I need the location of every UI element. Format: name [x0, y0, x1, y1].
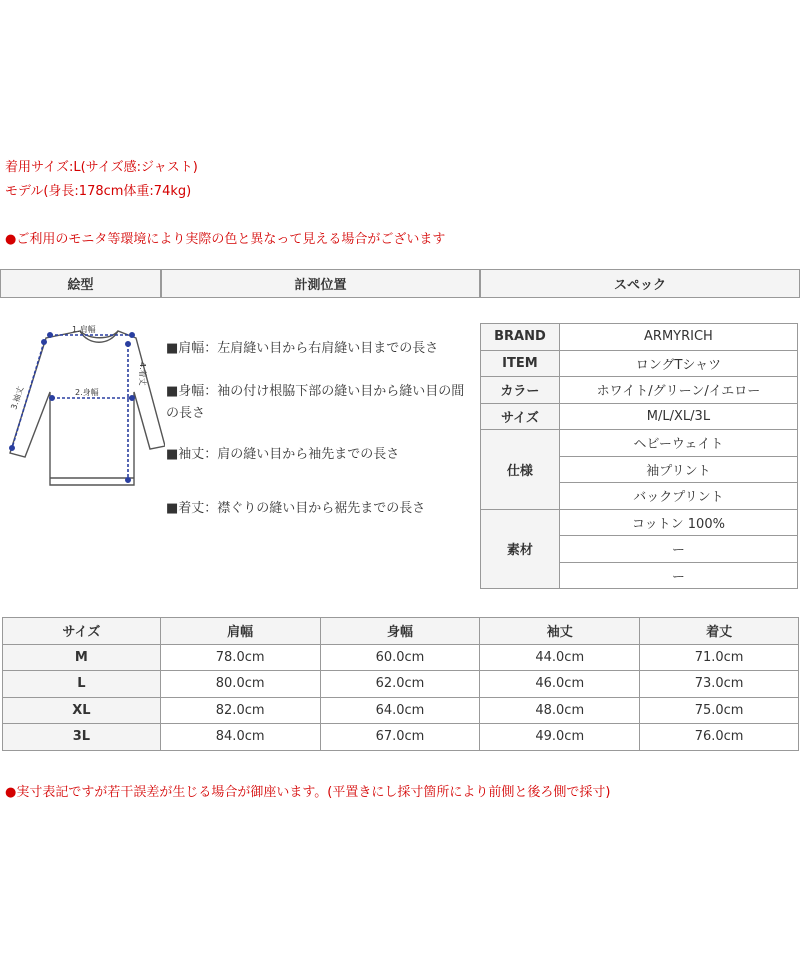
table-row [3, 697, 799, 724]
spec-row-feature [481, 430, 798, 457]
spec-value-feature: バックプリント [559, 483, 797, 510]
spec-label-color: カラー [481, 377, 560, 404]
spec-row-color [481, 377, 798, 404]
spec-table [480, 323, 798, 589]
spec-label-size: サイズ [481, 403, 560, 430]
garment-diagram [0, 322, 165, 497]
spec-value-feature: 袖プリント [559, 456, 797, 483]
size-cell: 73.0cm [640, 671, 799, 698]
spec-label-material: 素材 [481, 509, 560, 589]
size-cell: 62.0cm [320, 671, 480, 698]
desc-shoulder: ■肩幅：左肩縫い目から右肩縫い目までの長さ [166, 341, 439, 356]
spec-row-size [481, 403, 798, 430]
header-illustration: 絵型 [0, 269, 161, 298]
label-length: 4.着丈 [138, 362, 147, 386]
size-cell: 46.0cm [480, 671, 640, 698]
spec-row-material [481, 509, 798, 536]
spec-value-feature: ヘビーウェイト [559, 430, 797, 457]
size-header-length: 着丈 [640, 618, 799, 645]
size-cell: 67.0cm [320, 724, 480, 751]
spec-value-size: M/L/XL/3L [559, 403, 797, 430]
size-cell: 44.0cm [480, 644, 640, 671]
spec-value-material: コットン 100% [559, 509, 797, 536]
wear-size-note: 着用サイズ:L(サイズ感:ジャスト) [5, 160, 198, 175]
size-header-size: サイズ [3, 618, 161, 645]
size-cell: M [3, 644, 161, 671]
spec-value-material: ー [559, 562, 797, 589]
size-cell: XL [3, 697, 161, 724]
size-header-body: 身幅 [320, 618, 480, 645]
size-cell: 78.0cm [160, 644, 320, 671]
spec-label-brand: BRAND [481, 324, 560, 351]
spec-value-material: ー [559, 536, 797, 563]
label-body-width: 2.身幅 [75, 388, 99, 397]
header-spec: スペック [480, 269, 800, 298]
section-header [0, 269, 800, 298]
size-cell: 49.0cm [480, 724, 640, 751]
size-cell: 76.0cm [640, 724, 799, 751]
size-header-shoulder: 肩幅 [160, 618, 320, 645]
desc-length: ■着丈：襟ぐりの縫い目から裾先までの長さ [166, 501, 426, 516]
size-table-header [3, 618, 799, 645]
size-cell: 84.0cm [160, 724, 320, 751]
spec-label-item: ITEM [481, 350, 560, 377]
table-row [3, 724, 799, 751]
table-row [3, 671, 799, 698]
size-cell: 80.0cm [160, 671, 320, 698]
header-measure-position: 計測位置 [161, 269, 480, 298]
spec-label-feature: 仕様 [481, 430, 560, 510]
size-table [2, 617, 799, 751]
size-cell: 3L [3, 724, 161, 751]
monitor-color-note: ●ご利用のモニタ等環境により実際の色と異なって見える場合がございます [5, 232, 446, 247]
spec-value-brand: ARMYRICH [559, 324, 797, 351]
size-cell: 71.0cm [640, 644, 799, 671]
model-info-note: モデル(身長:178cm体重:74kg) [5, 184, 192, 199]
spec-row-brand [481, 324, 798, 351]
size-cell: 82.0cm [160, 697, 320, 724]
desc-sleeve: ■袖丈：肩の縫い目から袖先までの長さ [166, 447, 400, 462]
spec-value-color: ホワイト/グリーン/イエロー [559, 377, 797, 404]
size-cell: 60.0cm [320, 644, 480, 671]
measurement-error-note: ●実寸表記ですが若干誤差が生じる場合が御座います。(平置きにし採寸箇所により前側と後ろ側で採寸) [5, 785, 611, 800]
spec-value-item: ロングTシャツ [559, 350, 797, 377]
size-cell: 75.0cm [640, 697, 799, 724]
desc-body-width: ■身幅：袖の付け根脇下部の縫い目から縫い目の間の長さ [166, 384, 465, 421]
size-cell: 48.0cm [480, 697, 640, 724]
spec-row-item [481, 350, 798, 377]
label-shoulder: 1.肩幅 [72, 325, 96, 334]
size-cell: 64.0cm [320, 697, 480, 724]
label-sleeve: 3.袖丈 [9, 385, 26, 411]
size-header-sleeve: 袖丈 [480, 618, 640, 645]
table-row [3, 644, 799, 671]
size-cell: L [3, 671, 161, 698]
